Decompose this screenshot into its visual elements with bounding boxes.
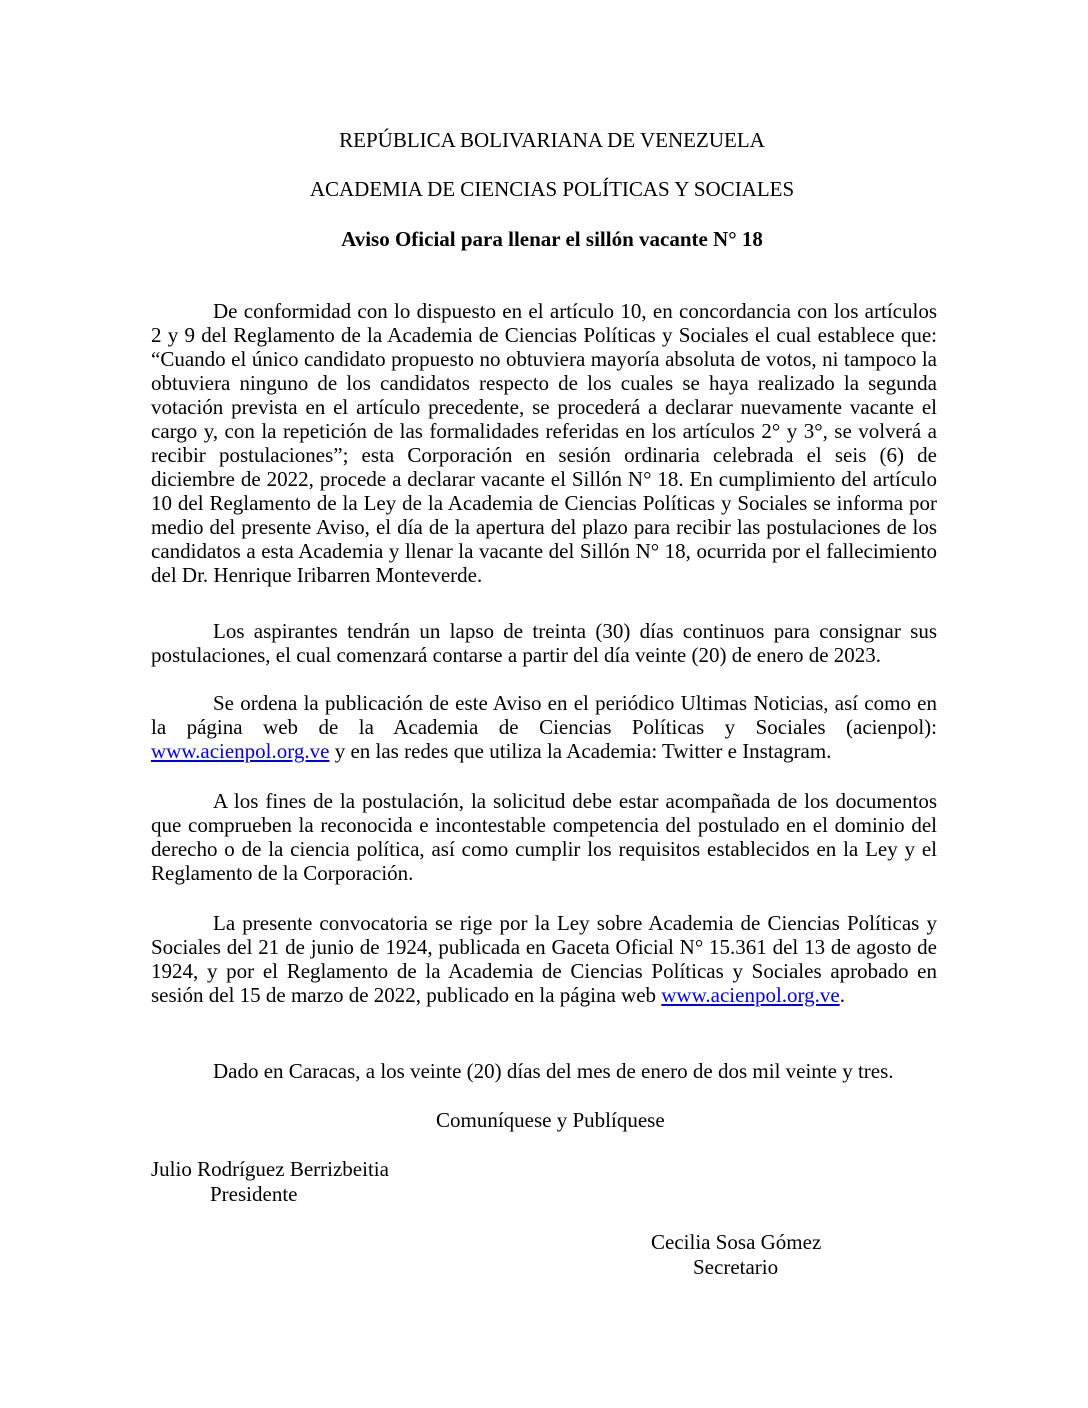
paragraph-3-text [151, 691, 937, 763]
paragraph-3-tail: y en las redes que utiliza la Academia: Twitter e Instagram. [329, 739, 832, 763]
paragraph-5-text [151, 911, 937, 1007]
paragraph-5-lead: La presente convocatoria se rige por la Ley sobre Academia de Ciencias Políticas y Sociales del 21 de junio de 1924, publicada en Gaceta Oficial N° 15.361 del 13 de agosto de 1924, y por el Reglamento de la Academia de Ciencias Políticas y Sociales aprobado en sesión del 15 de marzo de 2022, publicado en la página web [151, 911, 937, 1007]
paragraph-4 [151, 789, 937, 885]
country-heading: REPÚBLICA BOLIVARIANA DE VENEZUELA [339, 128, 765, 152]
secretary-title: Secretario [693, 1255, 779, 1279]
paragraph-2-text: Los aspirantes tendrán un lapso de treinta (30) días continuos para consignar sus postulaciones, el cual comenzará contarse a partir del día veinte (20) de enero de 2023. [151, 619, 937, 667]
academy-heading: ACADEMIA DE CIENCIAS POLÍTICAS Y SOCIALES [309, 177, 795, 201]
president-name: Julio Rodríguez Berrizbeitia [151, 1157, 389, 1181]
acienpol-link[interactable]: www.acienpol.org.ve [151, 739, 330, 763]
paragraph-3 [151, 691, 937, 763]
paragraph-5-tail: . [839, 983, 845, 1007]
dated-in-caracas: Dado en Caracas, a los veinte (20) días del mes de enero de dos mil veinte y tres. [213, 1059, 894, 1083]
paragraph-2 [151, 619, 937, 667]
president-title: Presidente [210, 1182, 298, 1206]
acienpol-link-2[interactable]: www.acienpol.org.ve [661, 983, 840, 1007]
paragraph-1 [151, 299, 937, 587]
secretary-name: Cecilia Sosa Gómez [651, 1230, 822, 1254]
paragraph-3-lead: Se ordena la publicación de este Aviso en el periódico Ultimas Noticias, así como en la página web de la Academia de Ciencias Políticas y Sociales (acienpol): [151, 691, 937, 739]
paragraph-5 [151, 911, 937, 1007]
notice-title: Aviso Oficial para llenar el sillón vacante N° 18 [341, 227, 763, 251]
paragraph-4-text: A los fines de la postulación, la solicitud debe estar acompañada de los documentos que comprueben la reconocida e incontestable competencia del postulado en el dominio del derecho o de la ciencia política, así como cumplir los requisitos establecidos en la Ley y el Reglamento de la Corporación. [151, 789, 937, 885]
paragraph-1-text: De conformidad con lo dispuesto en el artículo 10, en concordancia con los artículos 2 y 9 del Reglamento de la Academia de Ciencias Políticas y Sociales el cual establece que: “Cuando el único candidato propuesto no obtuviera mayoría absoluta de votos, ni tampoco la obtuviera ninguno de los candidatos respecto de los cuales se haya realizado la segunda votación prevista en el artículo precedente, se procederá a declarar nuevamente vacante el cargo y, con la repetición de las formalidades referidas en los artículos 2° y 3°, se volverá a recibir postulaciones”; esta Corporación en sesión ordinaria celebrada el seis (6) de diciembre de 2022, procede a declarar vacante el Sillón N° 18. En cumplimiento del artículo 10 del Reglamento de la Ley de la Academia de Ciencias Políticas y Sociales se informa por medio del presente Aviso, el día de la apertura del plazo para recibir las postulaciones de los candidatos a esta Academia y llenar la vacante del Sillón N° 18, ocurrida por el fallecimiento del Dr. Henrique Iribarren Monteverde. [151, 299, 937, 587]
comuniquese-line: Comuníquese y Publíquese [436, 1108, 665, 1132]
